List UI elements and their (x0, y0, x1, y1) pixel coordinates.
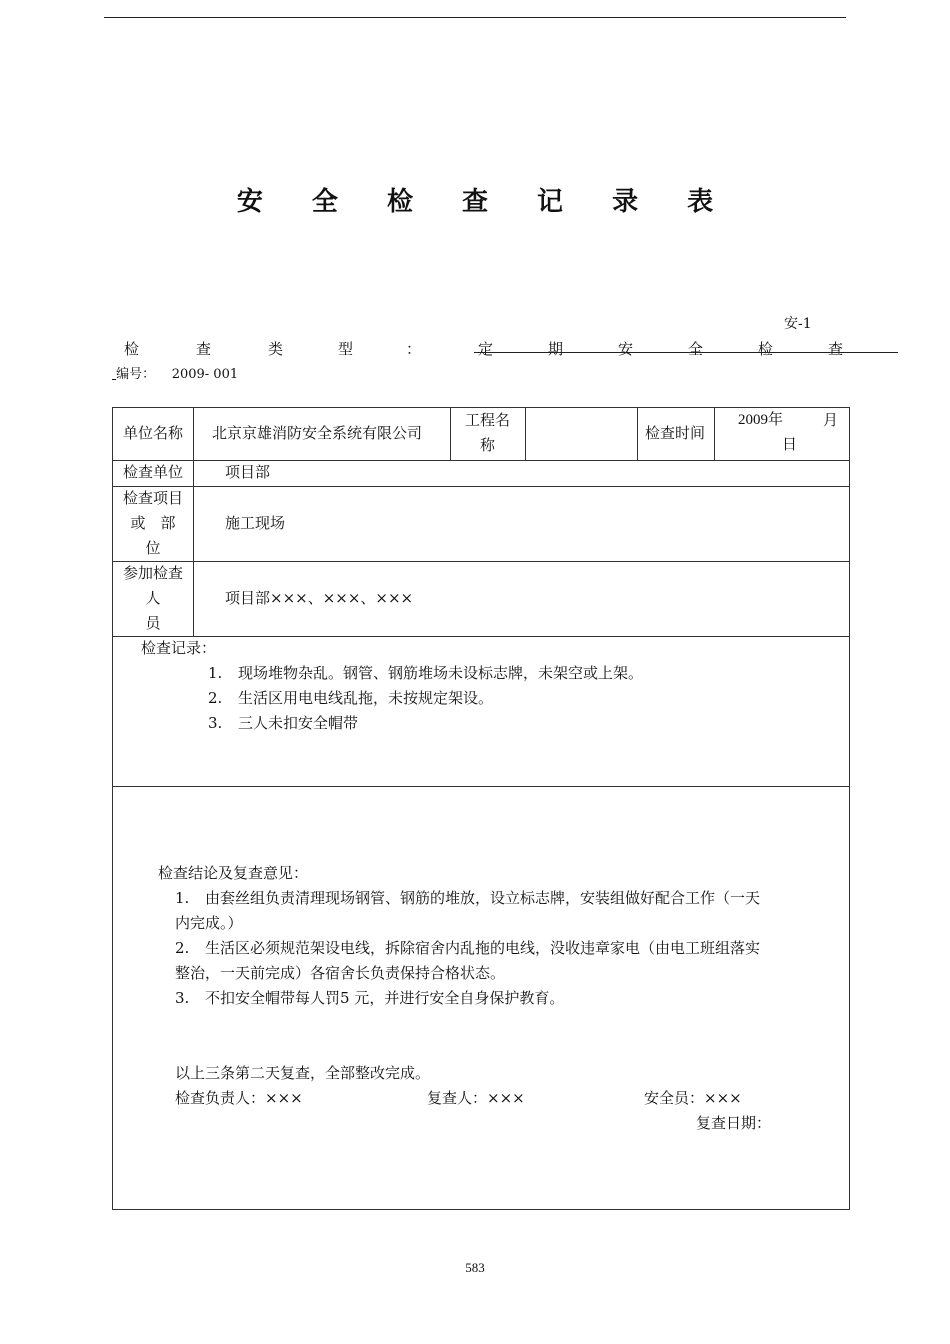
conclusion-item-3 (175, 986, 564, 1011)
type-label-char: 型 (338, 340, 354, 358)
page-number: 583 (465, 1260, 485, 1275)
col-divider (193, 408, 194, 636)
conclusion-text: 不扣安全帽带每人罚5 元，并进行安全自身保护教育。 (205, 989, 565, 1007)
record-num: 2. (208, 689, 223, 707)
record-text: 三人未扣安全帽带 (238, 714, 359, 732)
reviewer-signature: 复查人：××× (427, 1089, 525, 1107)
project-label-line2: 称 (479, 436, 495, 454)
header-rule (104, 17, 846, 18)
people-label (113, 561, 193, 636)
conclusion-text: 由套丝组负责清理现场钢管、钢筋的堆放，设立标志牌，安装组做好配合工作（一天 (205, 889, 761, 907)
unit-label: 单位名称 (123, 424, 184, 442)
record-text: 生活区用电电线乱拖，未按规定架设。 (238, 689, 494, 707)
type-underline (474, 352, 898, 353)
time-month: 月 (823, 411, 839, 429)
summary: 以上三条第二天复查，全部整改完成。 (175, 1064, 431, 1082)
item-value: 施工现场 (225, 514, 286, 532)
time-year: 2009年 (738, 412, 784, 428)
conclusion-num: 2. (175, 939, 190, 957)
type-value-char: 全 (688, 340, 704, 358)
unit-value: 北京京雄消防安全系统有限公司 (212, 424, 423, 442)
type-value-char: 查 (828, 340, 844, 358)
conclusion-item-1-cont: 内完成。） (175, 914, 243, 932)
inspection-form (112, 407, 850, 1210)
row-divider (113, 561, 849, 562)
col-divider (714, 408, 715, 460)
conclusion-num: 3. (175, 989, 190, 1007)
row-divider (113, 460, 849, 461)
project-label-line1: 工程名 (464, 411, 510, 429)
inspect-unit-value: 项目部 (225, 463, 271, 481)
type-value-char: 定 (478, 340, 494, 358)
row-divider (113, 486, 849, 487)
serial-value: 2009- 001 (171, 367, 239, 382)
serial-label: 编号： (116, 367, 156, 382)
safety-officer-signature: 安全员：××× (644, 1089, 742, 1107)
item-label-line2: 或 部 (130, 514, 176, 532)
item-label-line1: 检查项目 (122, 489, 183, 507)
row-divider (113, 636, 849, 637)
conclusion-num: 1. (175, 889, 190, 907)
record-item (208, 661, 643, 686)
col-divider (525, 408, 526, 460)
conclusion-item-2-cont: 整治，一天前完成）各宿舍长负责保持合格状态。 (175, 964, 506, 982)
serial-number (112, 363, 238, 382)
type-value-char: 检 (758, 340, 774, 358)
record-item (208, 686, 493, 711)
item-label-line3: 位 (145, 539, 161, 557)
leader-signature: 检查负责人：××× (175, 1089, 303, 1107)
record-item (208, 711, 358, 736)
record-num: 3. (208, 714, 223, 732)
review-date: 复查日期： (696, 1114, 772, 1132)
people-label-line3: 员 (145, 614, 161, 632)
type-value-char: 期 (548, 340, 564, 358)
conclusion-item-2 (175, 936, 760, 961)
type-label-char: 类 (268, 340, 284, 358)
row-divider (113, 786, 849, 787)
conclusion-text: 生活区必须规范架设电线，拆除宿舍内乱拖的电线，没收违章家电（由电工班组落实 (205, 939, 761, 957)
record-text: 现场堆物杂乱。钢管、钢筋堆场未设标志牌，未架空或上架。 (238, 664, 644, 682)
type-value-char: 安 (618, 340, 634, 358)
inspect-unit-label: 检查单位 (123, 463, 184, 481)
people-label-line2: 人 (145, 589, 161, 607)
type-label-char: 查 (196, 340, 212, 358)
conclusion-item-1 (175, 886, 760, 911)
time-day: 日 (782, 435, 798, 453)
type-label-char: 检 (124, 340, 140, 358)
people-label-line1: 参加检查 (122, 564, 183, 582)
project-label (450, 408, 525, 458)
page-title: 安 全 检 查 记 录 表 (236, 187, 734, 217)
people-value: 项目部×××、×××、××× (225, 589, 414, 607)
record-num: 1. (208, 664, 223, 682)
records-heading: 检查记录： (141, 639, 217, 657)
form-code: 安-1 (784, 316, 812, 332)
item-label (113, 486, 193, 561)
col-divider (637, 408, 638, 460)
conclusion-heading: 检查结论及复查意见： (158, 864, 309, 882)
time-label: 检查时间 (645, 424, 706, 442)
type-label-char: ： (406, 340, 422, 358)
